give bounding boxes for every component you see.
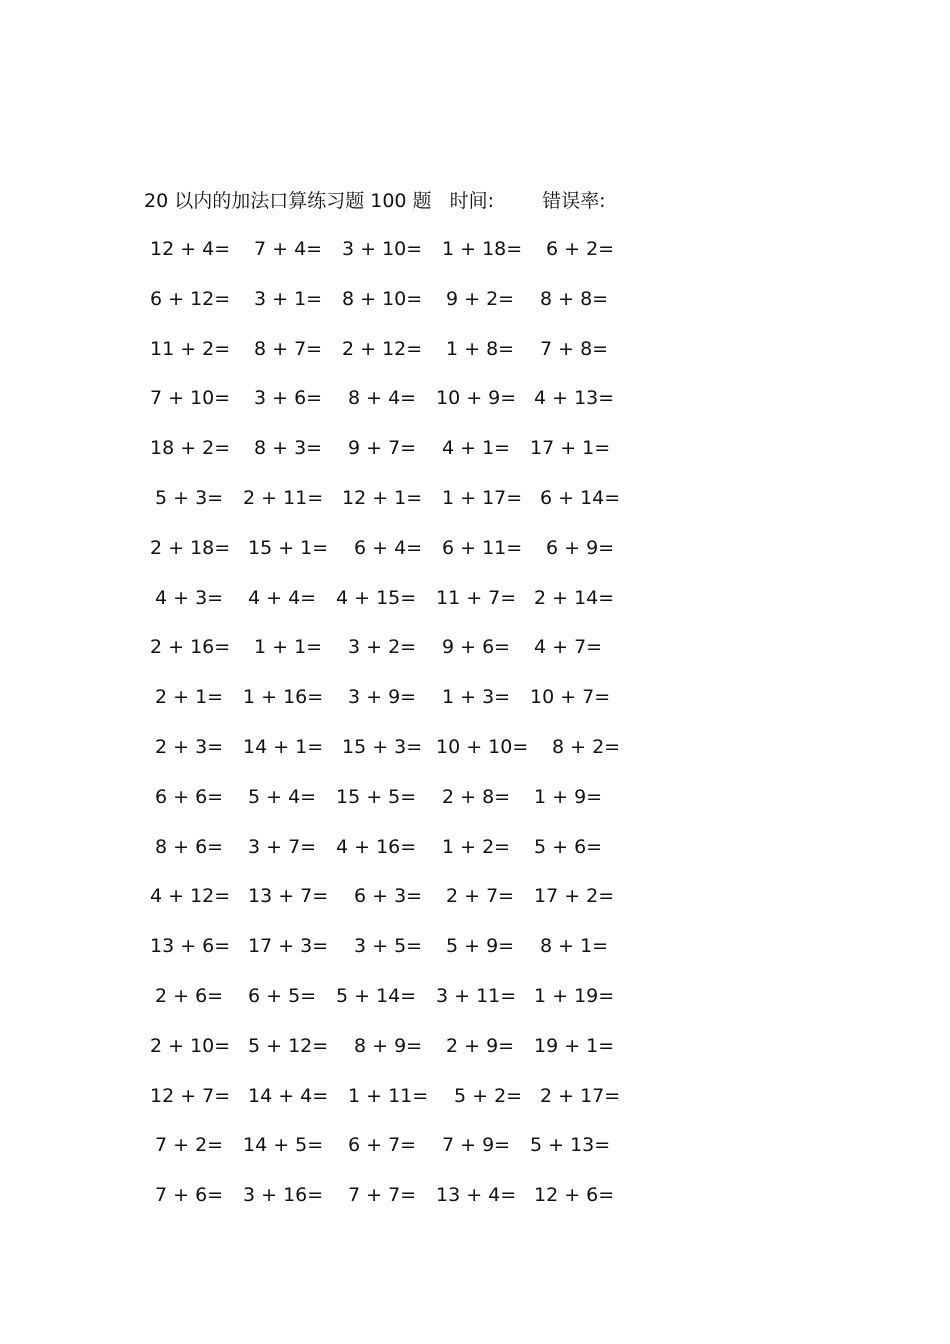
problem-row bbox=[148, 632, 648, 682]
problem-item: 18 + 2= bbox=[150, 437, 231, 460]
problem-item: 2 + 7= bbox=[446, 885, 515, 908]
problem-item: 12 + 6= bbox=[534, 1184, 615, 1207]
problem-item: 1 + 11= bbox=[348, 1084, 429, 1107]
problem-row bbox=[148, 483, 648, 533]
problem-item: 2 + 10= bbox=[150, 1034, 231, 1057]
problem-item: 4 + 13= bbox=[534, 387, 615, 410]
problem-item: 5 + 4= bbox=[248, 785, 317, 808]
problem-item: 2 + 8= bbox=[442, 785, 511, 808]
problem-item: 10 + 10= bbox=[436, 735, 529, 758]
problem-item: 2 + 14= bbox=[534, 586, 615, 609]
problem-row bbox=[148, 433, 648, 483]
problem-item: 2 + 11= bbox=[243, 486, 324, 509]
problem-item: 13 + 6= bbox=[150, 935, 231, 958]
problem-item: 11 + 7= bbox=[436, 586, 517, 609]
problem-item: 6 + 12= bbox=[150, 287, 231, 310]
problem-item: 1 + 1= bbox=[254, 636, 323, 659]
worksheet-title: 20 以内的加法口算练习题 100 题 bbox=[144, 190, 432, 212]
problem-item: 4 + 3= bbox=[155, 586, 224, 609]
problem-item: 8 + 7= bbox=[254, 337, 323, 360]
problem-item: 12 + 7= bbox=[150, 1084, 231, 1107]
problem-item: 1 + 19= bbox=[534, 984, 615, 1007]
problem-row bbox=[148, 234, 648, 284]
problem-item: 4 + 15= bbox=[336, 586, 417, 609]
problem-item: 7 + 7= bbox=[348, 1184, 417, 1207]
problem-item: 6 + 6= bbox=[155, 785, 224, 808]
problem-row bbox=[148, 1081, 648, 1131]
problem-item: 5 + 9= bbox=[446, 935, 515, 958]
problem-item: 3 + 16= bbox=[243, 1184, 324, 1207]
problem-item: 6 + 5= bbox=[248, 984, 317, 1007]
problem-item: 14 + 5= bbox=[243, 1134, 324, 1157]
problem-item: 8 + 2= bbox=[552, 735, 621, 758]
problem-item: 6 + 3= bbox=[354, 885, 423, 908]
problem-item: 5 + 6= bbox=[534, 835, 603, 858]
problem-item: 17 + 3= bbox=[248, 935, 329, 958]
problem-item: 14 + 1= bbox=[243, 735, 324, 758]
problem-item: 3 + 6= bbox=[254, 387, 323, 410]
problem-item: 6 + 7= bbox=[348, 1134, 417, 1157]
problem-item: 3 + 5= bbox=[354, 935, 423, 958]
problem-item: 2 + 12= bbox=[342, 337, 423, 360]
problem-row bbox=[148, 1180, 648, 1230]
problem-item: 6 + 2= bbox=[546, 238, 615, 260]
problem-item: 5 + 3= bbox=[155, 486, 224, 509]
problem-item: 9 + 6= bbox=[442, 636, 511, 659]
problem-item: 15 + 1= bbox=[248, 536, 329, 559]
problem-item: 5 + 13= bbox=[530, 1134, 611, 1157]
problem-row bbox=[148, 782, 648, 832]
problem-item: 2 + 9= bbox=[446, 1034, 515, 1057]
problem-item: 12 + 4= bbox=[150, 238, 231, 260]
problem-item: 2 + 1= bbox=[155, 686, 224, 709]
problem-item: 8 + 6= bbox=[155, 835, 224, 858]
problem-row bbox=[148, 682, 648, 732]
problem-item: 15 + 3= bbox=[342, 735, 423, 758]
problem-item: 5 + 2= bbox=[454, 1084, 523, 1107]
problem-item: 1 + 8= bbox=[446, 337, 515, 360]
problem-row bbox=[148, 832, 648, 882]
problem-item: 17 + 2= bbox=[534, 885, 615, 908]
problem-item: 8 + 10= bbox=[342, 287, 423, 310]
problem-item: 2 + 16= bbox=[150, 636, 231, 659]
problem-item: 7 + 6= bbox=[155, 1184, 224, 1207]
problem-item: 1 + 17= bbox=[442, 486, 523, 509]
problem-item: 10 + 9= bbox=[436, 387, 517, 410]
problem-item: 4 + 16= bbox=[336, 835, 417, 858]
problem-item: 2 + 3= bbox=[155, 735, 224, 758]
problem-item: 6 + 14= bbox=[540, 486, 621, 509]
problem-row bbox=[148, 732, 648, 782]
problem-item: 7 + 10= bbox=[150, 387, 231, 410]
problem-item: 4 + 7= bbox=[534, 636, 603, 659]
problem-item: 8 + 9= bbox=[354, 1034, 423, 1057]
problem-item: 7 + 2= bbox=[155, 1134, 224, 1157]
problem-grid bbox=[148, 234, 648, 1230]
problem-item: 8 + 3= bbox=[254, 437, 323, 460]
problem-item: 8 + 1= bbox=[540, 935, 609, 958]
problem-item: 4 + 1= bbox=[442, 437, 511, 460]
problem-row bbox=[148, 1031, 648, 1081]
error-rate-label: 错误率: bbox=[542, 190, 606, 212]
problem-item: 13 + 4= bbox=[436, 1184, 517, 1207]
problem-row bbox=[148, 1130, 648, 1180]
problem-item: 1 + 3= bbox=[442, 686, 511, 709]
problem-item: 9 + 7= bbox=[348, 437, 417, 460]
problem-item: 1 + 18= bbox=[442, 238, 523, 260]
problem-item: 13 + 7= bbox=[248, 885, 329, 908]
problem-item: 3 + 9= bbox=[348, 686, 417, 709]
problem-item: 15 + 5= bbox=[336, 785, 417, 808]
problem-item: 8 + 8= bbox=[540, 287, 609, 310]
problem-item: 3 + 7= bbox=[248, 835, 317, 858]
problem-row bbox=[148, 881, 648, 931]
problem-item: 6 + 9= bbox=[546, 536, 615, 559]
problem-item: 2 + 17= bbox=[540, 1084, 621, 1107]
problem-item: 3 + 11= bbox=[436, 984, 517, 1007]
problem-item: 12 + 1= bbox=[342, 486, 423, 509]
problem-item: 8 + 4= bbox=[348, 387, 417, 410]
time-label: 时间: bbox=[449, 190, 495, 212]
problem-item: 4 + 4= bbox=[248, 586, 317, 609]
problem-item: 14 + 4= bbox=[248, 1084, 329, 1107]
problem-item: 6 + 11= bbox=[442, 536, 523, 559]
problem-item: 3 + 2= bbox=[348, 636, 417, 659]
problem-item: 7 + 8= bbox=[540, 337, 609, 360]
problem-row bbox=[148, 583, 648, 633]
problem-item: 4 + 12= bbox=[150, 885, 231, 908]
problem-item: 19 + 1= bbox=[534, 1034, 615, 1057]
problem-row bbox=[148, 981, 648, 1031]
worksheet-header bbox=[144, 186, 605, 216]
problem-row bbox=[148, 931, 648, 981]
problem-item: 7 + 4= bbox=[254, 238, 323, 260]
problem-row bbox=[148, 334, 648, 384]
problem-item: 1 + 2= bbox=[442, 835, 511, 858]
problem-item: 3 + 10= bbox=[342, 238, 423, 260]
problem-item: 3 + 1= bbox=[254, 287, 323, 310]
problem-item: 2 + 6= bbox=[155, 984, 224, 1007]
problem-item: 1 + 9= bbox=[534, 785, 603, 808]
problem-item: 1 + 16= bbox=[243, 686, 324, 709]
problem-item: 5 + 14= bbox=[336, 984, 417, 1007]
problem-item: 7 + 9= bbox=[442, 1134, 511, 1157]
problem-item: 17 + 1= bbox=[530, 437, 611, 460]
problem-row bbox=[148, 533, 648, 583]
problem-item: 9 + 2= bbox=[446, 287, 515, 310]
problem-item: 11 + 2= bbox=[150, 337, 231, 360]
problem-item: 10 + 7= bbox=[530, 686, 611, 709]
problem-row bbox=[148, 383, 648, 433]
problem-item: 6 + 4= bbox=[354, 536, 423, 559]
problem-item: 5 + 12= bbox=[248, 1034, 329, 1057]
problem-row bbox=[148, 284, 648, 334]
problem-item: 2 + 18= bbox=[150, 536, 231, 559]
